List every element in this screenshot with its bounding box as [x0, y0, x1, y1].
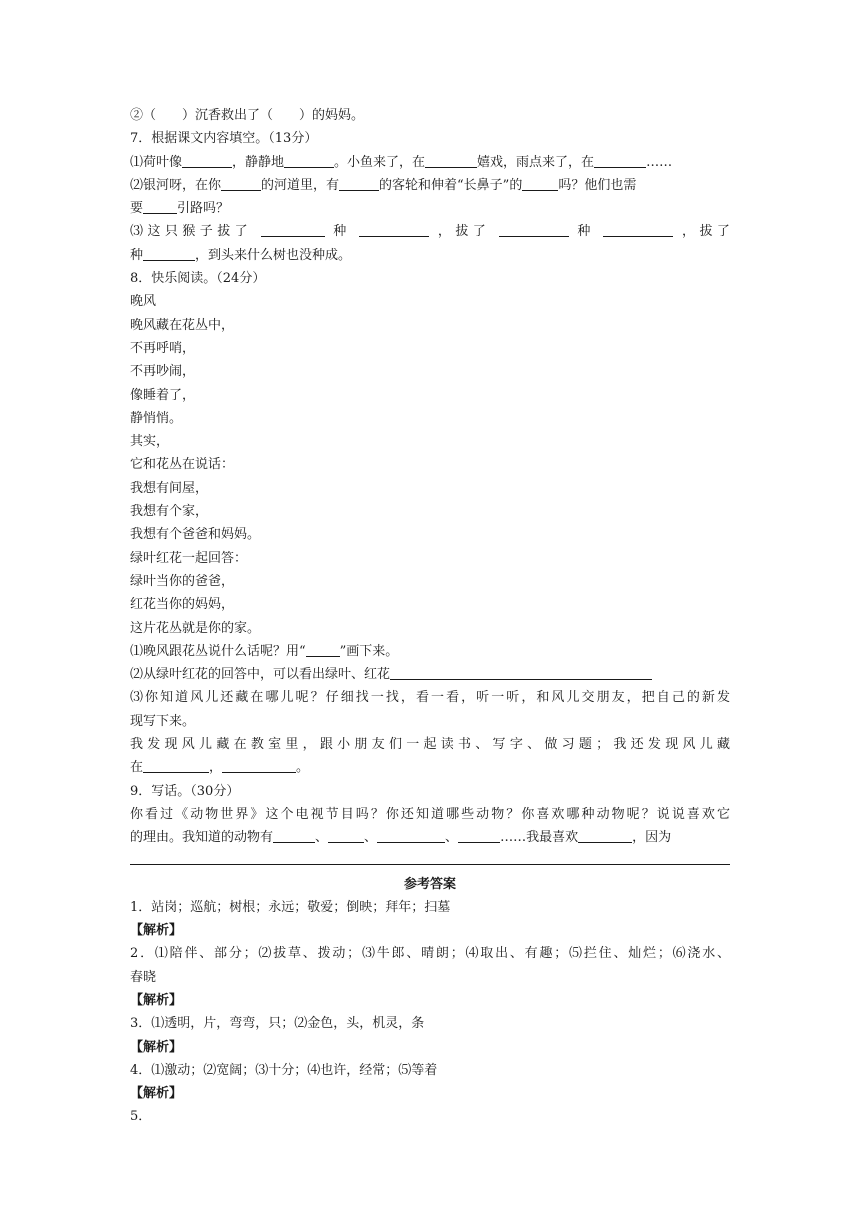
poem-line: 它和花丛在说话：: [130, 457, 235, 473]
answer-4: 4．⑴激动；⑵宽阔；⑶十分；⑷也许，经常；⑸等着: [130, 1062, 438, 1078]
poem-line: 我想有个家，: [130, 504, 209, 520]
poem-line: 不再吵闹，: [130, 364, 196, 380]
analysis-tag: 【解析】: [130, 923, 183, 939]
q7-heading: 7．根据课文内容填空。（13分）: [130, 131, 318, 147]
q9-heading: 9．写话。（30分）: [130, 783, 240, 799]
poem-line: 静悄悄。: [130, 410, 183, 426]
document-page: [130, 104, 730, 1129]
q9-prompt: 你看过《动物世界》这个电视节目吗？你还知道哪些动物？你喜欢哪种动物呢？说说喜欢它: [130, 806, 730, 822]
q8-sub-3-cont: 现写下来。: [130, 713, 196, 729]
section-divider: [130, 864, 730, 865]
q8-sub-2: ⑵从绿叶红花的回答中，可以看出绿叶、红花: [130, 663, 730, 686]
q7-item-2: ⑵银河呀，在你 的河道里，有 的客轮和伸着“长鼻子”的 吗？他们也需: [130, 177, 637, 193]
q6-line-2: ②（ ）沉香救出了（ ）的妈妈。: [130, 108, 365, 123]
analysis-tag: 【解析】: [130, 1039, 183, 1055]
q7-item-3-cont: 种 ，到头来什么树也没种成。: [130, 247, 352, 263]
q8-sub-3: ⑶你知道风儿还藏在哪儿呢？仔细找一找，看一看，听一听，和风儿交朋友，把自己的新发: [130, 690, 730, 706]
poem-line: 不再呼哨，: [130, 340, 196, 356]
analysis-tag: 【解析】: [130, 992, 183, 1008]
poem-line: 我想有个爸爸和妈妈。: [130, 527, 261, 543]
poem-line: 像睡着了，: [130, 387, 196, 403]
q7-item-3: ⑶这只猴子拔了 种 ，拔了 种 ，拔了: [130, 224, 730, 240]
answer-2: 2．⑴陪伴、部分；⑵拔草、拨动；⑶牛郎、晴朗；⑷取出、有趣；⑸拦住、灿烂；⑹浇水、: [130, 946, 730, 962]
q7-item-1: ⑴荷叶像 ，静静地 。小鱼来了，在 嬉戏，雨点来了，在 ……: [130, 154, 673, 170]
poem-line: 绿叶当你的爸爸，: [130, 573, 235, 589]
poem-line: 绿叶红花一起回答：: [130, 550, 248, 566]
q8-heading: 8．快乐阅读。（24分）: [130, 271, 266, 287]
poem-line: 我想有间屋，: [130, 480, 209, 496]
q8-sub-4: 我发现风儿藏在教室里，跟小朋友们一起读书、写字、做习题；我还发现风儿藏: [130, 737, 730, 753]
answer-1: 1．站岗；巡航；树根；永远；敬爱；倒映；拜年；扫墓: [130, 899, 451, 915]
poem-line: 晚风藏在花丛中，: [130, 317, 235, 333]
q7-item-2-cont: 要 引路吗？: [130, 201, 230, 217]
answers-title: 参考答案: [403, 876, 456, 892]
answer-3: 3．⑴透明，片，弯弯，只；⑵金色，头，机灵，条: [130, 1016, 425, 1032]
poem-line: 其实，: [130, 434, 170, 450]
answer-5: 5．: [130, 1109, 152, 1125]
analysis-tag: 【解析】: [130, 1086, 183, 1102]
q8-sub-1: ⑴晚风跟花丛说什么话呢？用“ ”画下来。: [130, 643, 399, 659]
q9-prompt-cont: 的理由。我知道的动物有 、 、 、 ……我最喜欢 ，因为: [130, 830, 672, 846]
poem-line: 这片花丛就是你的家。: [130, 620, 261, 636]
poem-title: 晚风: [130, 294, 157, 310]
poem-line: 红花当你的妈妈，: [130, 597, 235, 613]
answer-2-cont: 春晓: [130, 969, 157, 985]
q8-sub-4-cont: 在 ， 。: [130, 760, 310, 776]
